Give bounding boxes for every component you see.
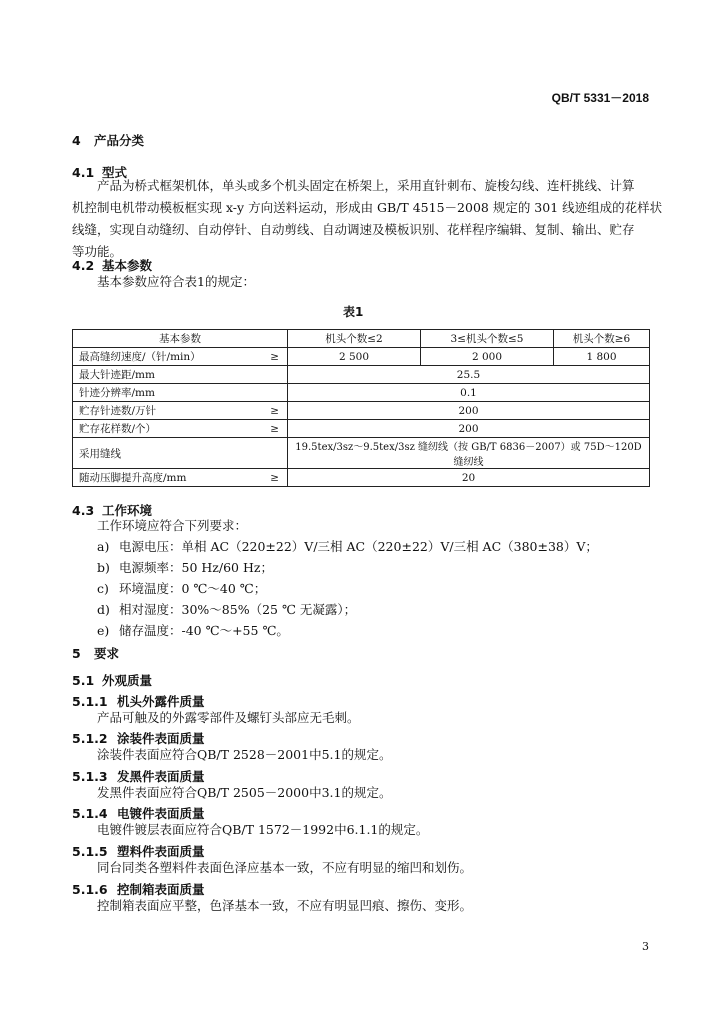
table-caption: 表1 — [343, 305, 364, 319]
section-title: 电镀件表面质量 — [117, 806, 205, 821]
section-title: 工作环境 — [102, 503, 153, 518]
section-title: 基本参数 — [102, 258, 153, 273]
list-label: c) — [97, 581, 109, 596]
section-title: 产品分类 — [94, 133, 145, 148]
section-number: 4.3 — [72, 503, 95, 518]
param-name: 最大针迹距/mm — [73, 366, 256, 384]
paragraph-line: 线缝，实现自动缝纫、自动停针、自动剪线、自动调速及模板识别、花样程序编辑、复制、输出、贮存 — [72, 222, 635, 237]
section-title: 外观质量 — [102, 673, 153, 688]
table-row — [73, 438, 650, 469]
param-name: 针迹分辨率/mm — [73, 384, 256, 402]
section-title: 要求 — [94, 646, 120, 661]
table-row — [73, 420, 650, 438]
param-value: 200 — [288, 420, 650, 438]
param-name: 最高缝纫速度/（针/min） — [73, 348, 256, 366]
paragraph-line: 等功能。 — [72, 244, 123, 259]
header-cell: 机头个数≤2 — [288, 330, 421, 348]
paragraph: 工作环境应符合下列要求： — [97, 518, 248, 533]
list-item — [97, 578, 266, 600]
header-cell: 3≤机头个数≤5 — [421, 330, 554, 348]
param-value: 1 800 — [554, 348, 650, 366]
section-number: 5.1 — [72, 673, 95, 688]
section-5-heading — [72, 644, 119, 662]
page-number: 3 — [642, 940, 649, 953]
section-number: 4.1 — [72, 165, 95, 180]
param-value: 25.5 — [288, 366, 650, 384]
table-row — [73, 384, 650, 402]
list-item — [97, 536, 598, 558]
param-symbol — [255, 384, 288, 402]
paragraph: 电镀件镀层表面应符合QB/T 1572－1992中6.1.1的规定。 — [97, 822, 429, 837]
param-symbol — [255, 438, 288, 469]
table-row — [73, 348, 650, 366]
paragraph-line: 产品为桥式框架机体，单头或多个机头固定在桥架上，采用直针刺布、旋梭勾线、连杆挑线、计算 — [97, 178, 635, 193]
param-symbol: ≥ — [255, 348, 288, 366]
param-symbol — [255, 366, 288, 384]
param-symbol: ≥ — [255, 420, 288, 438]
list-label: d) — [97, 602, 110, 617]
section-number: 5.1.3 — [72, 769, 108, 784]
list-item — [97, 620, 289, 642]
parameters-table — [72, 329, 650, 487]
list-text: 电源频率：50 Hz/60 Hz； — [119, 560, 273, 575]
list-text: 相对湿度：30%～85%（25 ℃ 无凝露）； — [119, 602, 357, 617]
paragraph: 同台同类各塑料件表面色泽应基本一致，不应有明显的缩凹和划伤。 — [97, 860, 473, 875]
section-number: 5.1.4 — [72, 806, 108, 821]
table-header-row — [73, 330, 650, 348]
paragraph: 控制箱表面应平整，色泽基本一致，不应有明显凹痕、擦伤、变形。 — [97, 898, 473, 913]
paragraph: 涂装件表面应符合QB/T 2528－2001中5.1的规定。 — [97, 747, 392, 762]
section-title: 涂装件表面质量 — [117, 731, 205, 746]
list-text: 电源电压：单相 AC（220±22）V/三相 AC（220±22）V/三相 AC（380±38）V； — [119, 539, 598, 554]
paragraph: 基本参数应符合表1的规定： — [97, 274, 255, 289]
param-value: 19.5tex/3sz～9.5tex/3sz 缝纫线（按 GB/T 6836－2007）或 75D～120D 缝纫线 — [288, 438, 650, 469]
section-number: 4 — [72, 133, 81, 148]
paragraph-line: 机控制电机带动模板框实现 x-y 方向送料运动，形成由 GB/T 4515－2008 规定的 301 线迹组成的花样状 — [72, 200, 663, 215]
section-number: 5 — [72, 646, 81, 661]
list-label: e) — [97, 623, 110, 638]
table-row — [73, 402, 650, 420]
section-title: 塑料件表面质量 — [117, 844, 205, 859]
section-number: 5.1.5 — [72, 844, 108, 859]
standard-number: QB/T 5331－2018 — [551, 91, 649, 105]
param-symbol: ≥ — [255, 402, 288, 420]
param-value: 2 500 — [288, 348, 421, 366]
list-label: b) — [97, 560, 110, 575]
header-cell: 机头个数≥6 — [554, 330, 650, 348]
section-number: 5.1.2 — [72, 731, 108, 746]
section-number: 5.1.1 — [72, 694, 108, 709]
list-text: 环境温度：0 ℃～40 ℃； — [119, 581, 267, 596]
param-symbol: ≥ — [255, 469, 288, 487]
param-name: 贮存花样数/个） — [73, 420, 256, 438]
table-row — [73, 366, 650, 384]
section-title: 发黑件表面质量 — [117, 769, 205, 784]
section-4-heading — [72, 131, 144, 149]
header-cell: 基本参数 — [73, 330, 288, 348]
paragraph: 发黑件表面应符合QB/T 2505－2000中3.1的规定。 — [97, 785, 392, 800]
param-name: 贮存针迹数/万针 — [73, 402, 256, 420]
param-value: 0.1 — [288, 384, 650, 402]
section-number: 4.2 — [72, 258, 95, 273]
list-item — [97, 557, 273, 579]
section-title: 机头外露件质量 — [117, 694, 205, 709]
param-value: 20 — [288, 469, 650, 487]
list-item — [97, 599, 356, 621]
paragraph: 产品可触及的外露零部件及螺钉头部应无毛刺。 — [97, 710, 360, 725]
table-row — [73, 469, 650, 487]
list-label: a) — [97, 539, 110, 554]
param-name: 随动压脚提升高度/mm — [73, 469, 256, 487]
section-5-1-heading — [72, 671, 152, 689]
section-number: 5.1.6 — [72, 882, 108, 897]
list-text: 储存温度：-40 ℃～+55 ℃。 — [119, 623, 289, 638]
section-title: 型式 — [102, 165, 128, 180]
param-value: 200 — [288, 402, 650, 420]
param-value: 2 000 — [421, 348, 554, 366]
section-title: 控制箱表面质量 — [117, 882, 205, 897]
param-name: 采用缝线 — [73, 438, 256, 469]
